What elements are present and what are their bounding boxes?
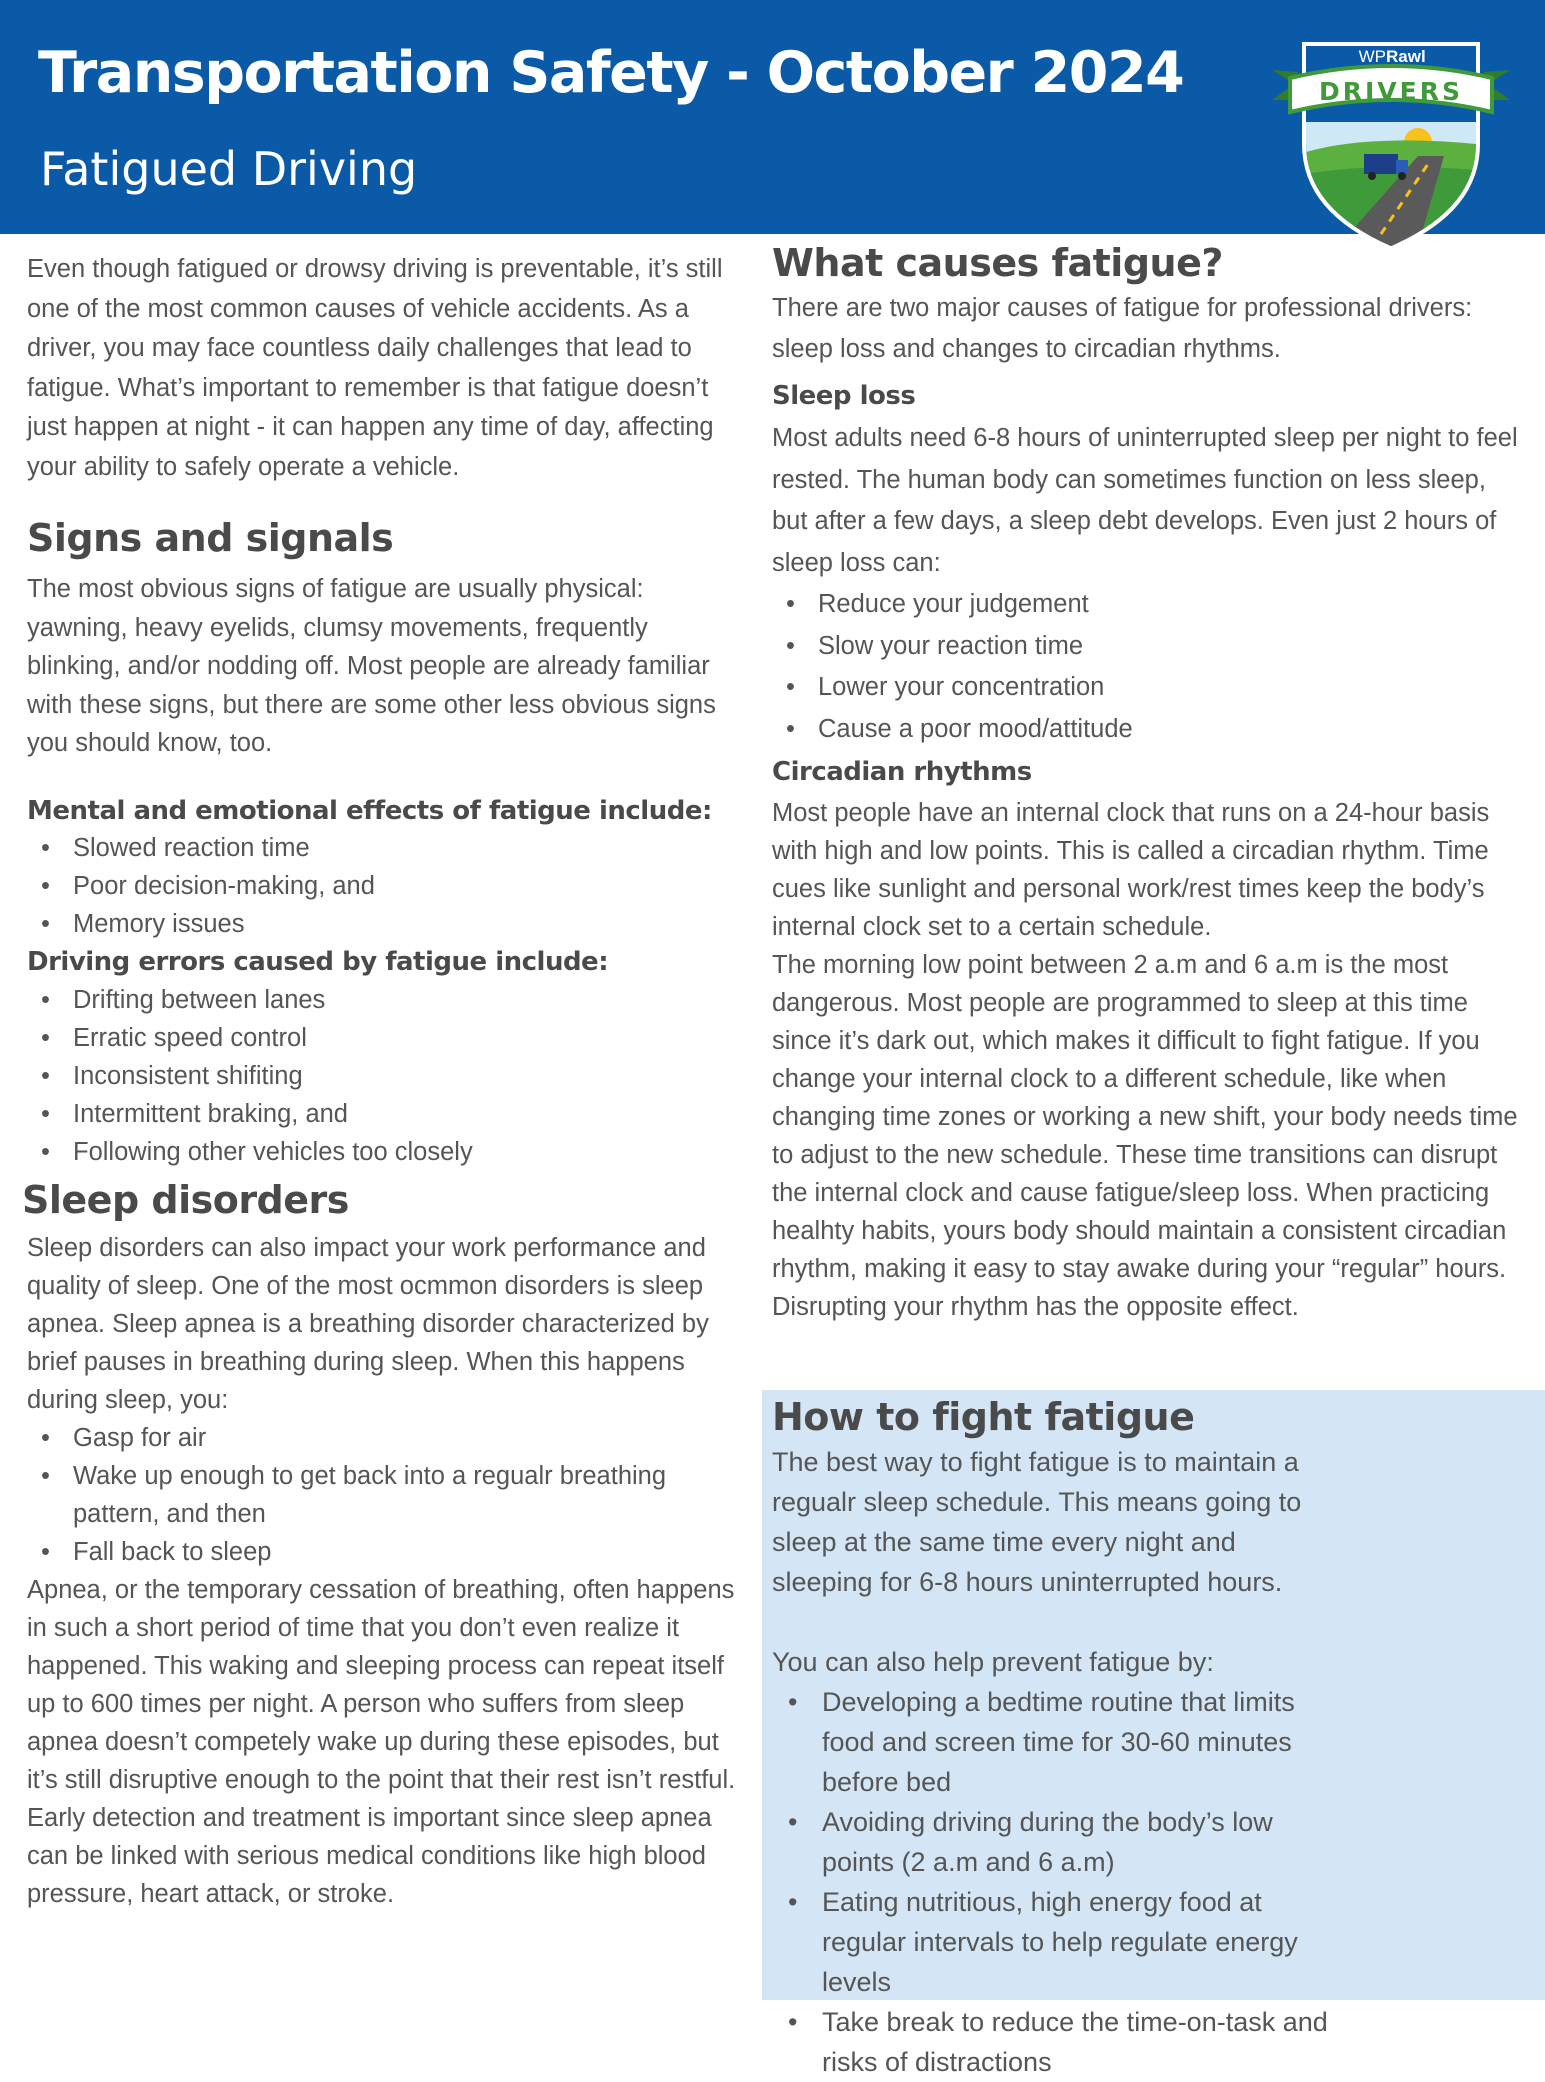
list-item: • Developing a bedtime routine that limits food and screen time for 30-60 minutes before bed (772, 1682, 1332, 1802)
page-title: Transportation Safety - October 2024 (38, 40, 1184, 106)
svg-text:WP: WP (1358, 47, 1386, 66)
svg-text:DRIVERS: DRIVERS (1319, 77, 1463, 106)
apnea-paragraph: Apnea, or the temporary cessation of breathing, often happens in such a short period of time that you don’t even realize it happened. This waking and sleeping process can repeat itself up to 600 times per night. A person who suffers from sleep apnea doesn’t competely wake up during these episodes, but it’s still disruptive enough to the point that their rest isn’t restful. Early detection and treatment is important since sleep apnea can be linked with serious medical conditions like high blood pressure, heart attack, or stroke. (27, 1575, 736, 1908)
intro-paragraph: Even though fatigued or drowsy driving is preventable, it’s still one of the most common causes of vehicle accidents. As a driver, you may face countless daily challenges that lead to fatigue. What’s important to remember is that fatigue doesn’t just happen at night - it can happen any time of day, affecting your ability to safely operate a vehicle. (27, 255, 723, 481)
signs-heading: Signs and signals (27, 516, 394, 560)
list-item: • Fall back to sleep (27, 1533, 737, 1571)
list-item: • Take break to reduce the time-on-task and risks of distractions (772, 2002, 1332, 2082)
prevent-list (772, 1682, 1332, 2082)
fight-fatigue-paragraph: The best way to fight fatigue is to maintain a regualr sleep schedule. This means going to sleep at the same time every night and sleeping for 6-8 hours uninterrupted hours. (772, 1447, 1302, 1597)
left-column (22, 250, 737, 1913)
circadian-heading: Circadian rhythms (772, 757, 1032, 787)
list-item: • Drifting between lanes (27, 981, 737, 1019)
fight-fatigue-panel (762, 1390, 1545, 2077)
list-item: • Avoiding driving during the body’s low points (2 a.m and 6 a.m) (772, 1802, 1332, 1882)
sleep-loss-heading: Sleep loss (772, 381, 916, 411)
circadian-paragraph-2: The morning low point between 2 a.m and 6 a.m is the most dangerous. Most people are programmed to sleep at this time since it’s dark out, which makes it difficult to fight fatigue. If you change your internal clock to a different schedule, like when changing time zones or working a new shift, your body needs time to adjust to the new schedule. These time transitions can disrupt the internal clock and cause fatigue/sleep loss. When practicing healhty habits, yours body should maintain a consistent circadian rhythm, making it easy to stay awake during your “regular” hours. Disrupting your rhythm has the opposite effect. (772, 951, 1518, 1321)
list-item: • Gasp for air (27, 1419, 737, 1457)
list-item: • Wake up enough to get back into a regualr breathing pattern, and then (27, 1457, 737, 1533)
prevent-intro: You can also help prevent fatigue by: (772, 1647, 1214, 1677)
list-item: • Inconsistent shifiting (27, 1057, 737, 1095)
list-item: • Slow your reaction time (772, 626, 1522, 668)
driving-errors-heading: Driving errors caused by fatigue include: (27, 946, 609, 977)
driving-errors-list (27, 981, 737, 1171)
list-item: • Poor decision-making, and (27, 867, 737, 905)
fight-fatigue-content (772, 1392, 1332, 2082)
sleep-disorders-heading: Sleep disorders (22, 1177, 349, 1222)
page-subtitle: Fatigued Driving (40, 142, 418, 196)
list-item: • Memory issues (27, 905, 737, 943)
list-item: • Cause a poor mood/attitude (772, 709, 1522, 751)
right-column (772, 238, 1522, 1326)
mental-effects-list (27, 829, 737, 943)
list-item: • Slowed reaction time (27, 829, 737, 867)
list-item: • Reduce your judgement (772, 584, 1522, 626)
causes-heading: What causes fatigue? (772, 241, 1223, 285)
list-item: • Intermittent braking, and (27, 1095, 737, 1133)
sleep-disorders-paragraph: Sleep disorders can also impact your work performance and quality of sleep. One of the most ocmmon disorders is sleep apnea. Sleep apnea is a breathing disorder characterized by brief pauses in breathing during sleep. When this happens during sleep, you: (27, 1233, 709, 1414)
list-item: • Erratic speed control (27, 1019, 737, 1057)
list-item: • Following other vehicles too closely (27, 1133, 737, 1171)
sleep-apnea-list (27, 1419, 737, 1571)
sleep-loss-list (772, 584, 1522, 750)
mental-effects-heading: Mental and emotional effects of fatigue include: (27, 795, 712, 826)
circadian-paragraph-1: Most people have an internal clock that runs on a 24-hour basis with high and low points. This is called a circadian rhythm. Time cues like sunlight and personal work/rest times keep the body’s internal clock set to a certain schedule. (772, 799, 1490, 941)
sleep-loss-paragraph: Most adults need 6-8 hours of uninterrupted sleep per night to feel rested. The human body can sometimes function on less sleep, but after a few days, a sleep debt develops. Even just 2 hours of sleep loss can: (772, 424, 1518, 577)
list-item: • Eating nutritious, high energy food at regular intervals to help regulate energy levels (772, 1882, 1332, 2002)
list-item: • Lower your concentration (772, 667, 1522, 709)
svg-text:Rawl: Rawl (1386, 47, 1426, 66)
fight-fatigue-heading: How to fight fatigue (772, 1395, 1195, 1439)
causes-paragraph: There are two major causes of fatigue for professional drivers: sleep loss and changes to circadian rhythms. (772, 294, 1473, 363)
wprawl-drivers-logo (1268, 24, 1514, 250)
signs-paragraph: The most obvious signs of fatigue are usually physical: yawning, heavy eyelids, clumsy movements, frequently blinking, and/or nodding off. Most people are already familiar with these signs, but there are some other less obvious signs you should know, too. (27, 575, 716, 757)
